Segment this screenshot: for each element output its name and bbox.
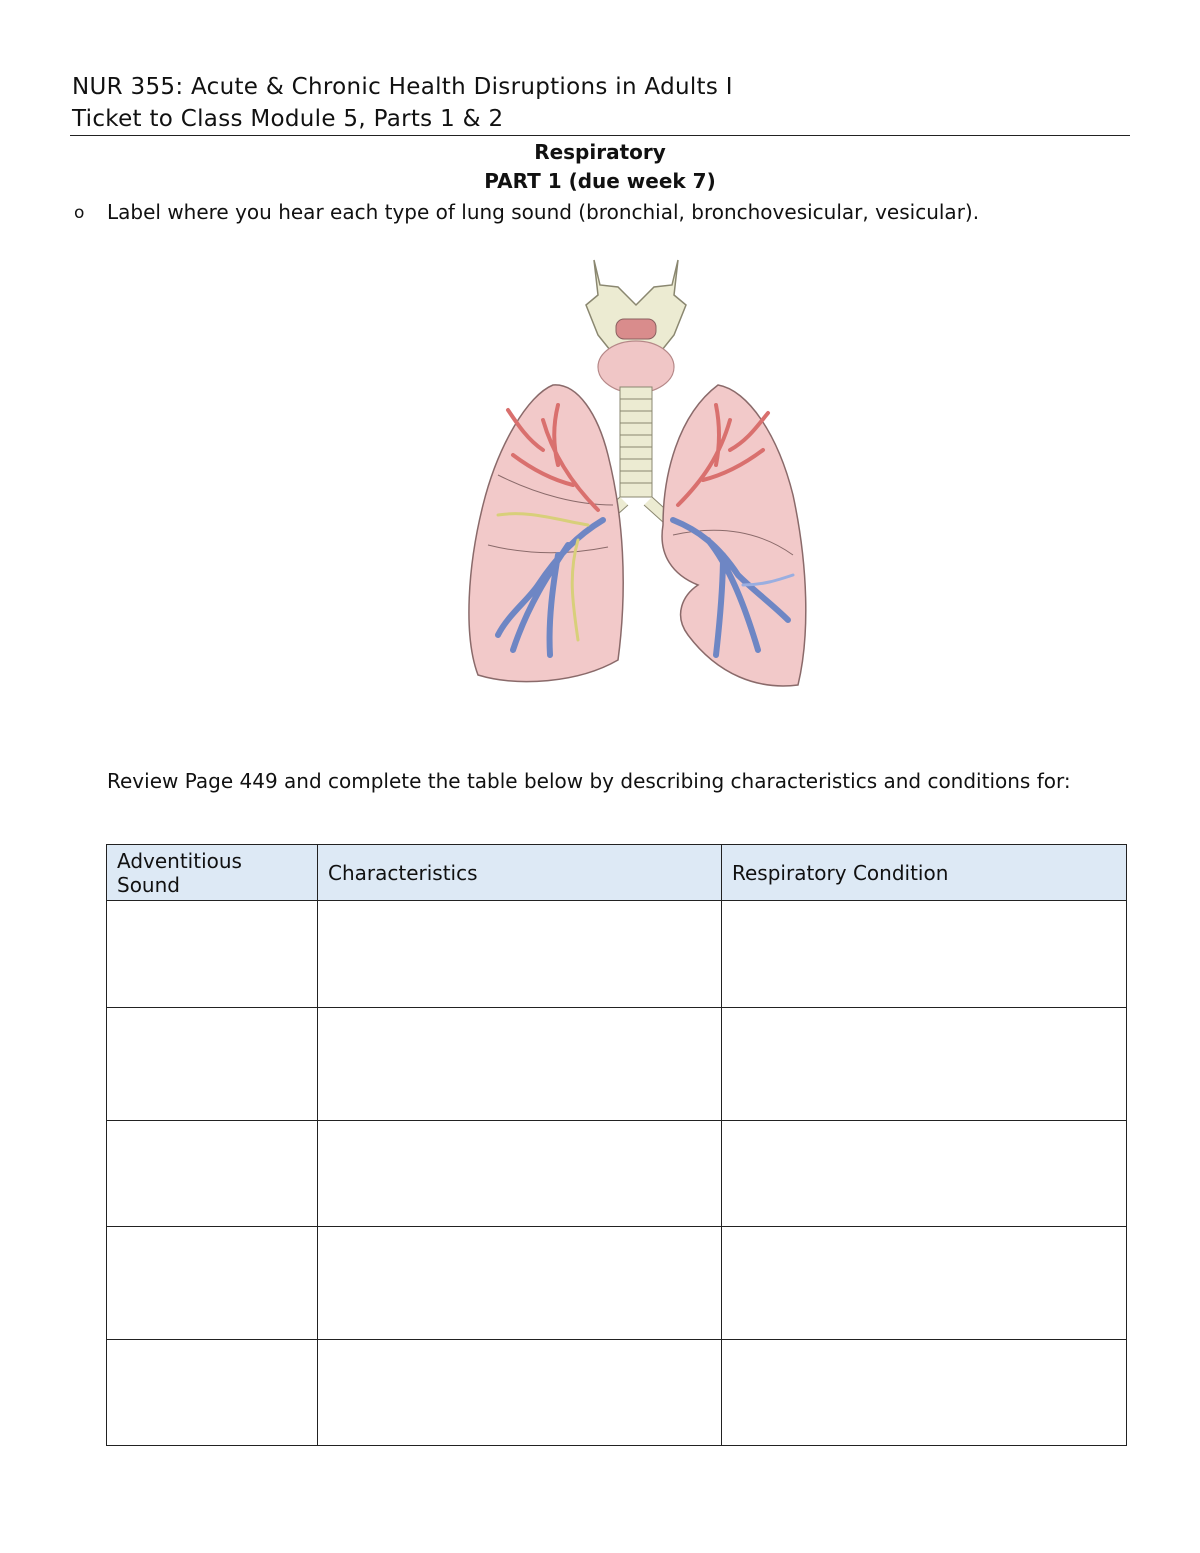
section-title: Respiratory [534, 140, 666, 164]
condition-cell[interactable] [722, 901, 1127, 1008]
course-title: NUR 355: Acute & Chronic Health Disruptions in Adults I [72, 74, 733, 100]
table-row [107, 901, 1127, 1008]
header-characteristics: Characteristics [318, 845, 722, 901]
part-title: PART 1 (due week 7) [484, 169, 716, 193]
characteristics-cell[interactable] [318, 1340, 722, 1446]
condition-cell[interactable] [722, 1227, 1127, 1340]
table-header-row [107, 845, 1127, 901]
characteristics-cell[interactable] [318, 1008, 722, 1121]
instruction-text: Label where you hear each type of lung sound (bronchial, bronchovesicular, vesicular). [107, 200, 980, 224]
larynx [586, 260, 686, 393]
right-lung [469, 385, 623, 682]
condition-cell[interactable] [722, 1008, 1127, 1121]
table-row [107, 1008, 1127, 1121]
sound-cell[interactable] [107, 1008, 318, 1121]
header-adventitious-sound: Adventitious Sound [107, 845, 318, 901]
left-lung [662, 385, 806, 686]
condition-cell[interactable] [722, 1340, 1127, 1446]
sound-cell[interactable] [107, 1121, 318, 1227]
characteristics-cell[interactable] [318, 1121, 722, 1227]
sound-cell[interactable] [107, 901, 318, 1008]
condition-cell[interactable] [722, 1121, 1127, 1227]
sound-cell[interactable] [107, 1227, 318, 1340]
characteristics-cell[interactable] [318, 901, 722, 1008]
characteristics-cell[interactable] [318, 1227, 722, 1340]
table-row [107, 1121, 1127, 1227]
lung-diagram [458, 255, 814, 695]
sound-cell[interactable] [107, 1340, 318, 1446]
adventitious-sounds-table [106, 844, 1127, 1446]
table-row [107, 1227, 1127, 1340]
document-subtitle: Ticket to Class Module 5, Parts 1 & 2 [72, 106, 504, 132]
bullet-marker: o [74, 203, 85, 223]
review-instruction: Review Page 449 and complete the table below by describing characteristics and conditions for: [107, 769, 1071, 793]
header-respiratory-condition: Respiratory Condition [722, 845, 1127, 901]
table-row [107, 1340, 1127, 1446]
header-divider [70, 135, 1130, 136]
